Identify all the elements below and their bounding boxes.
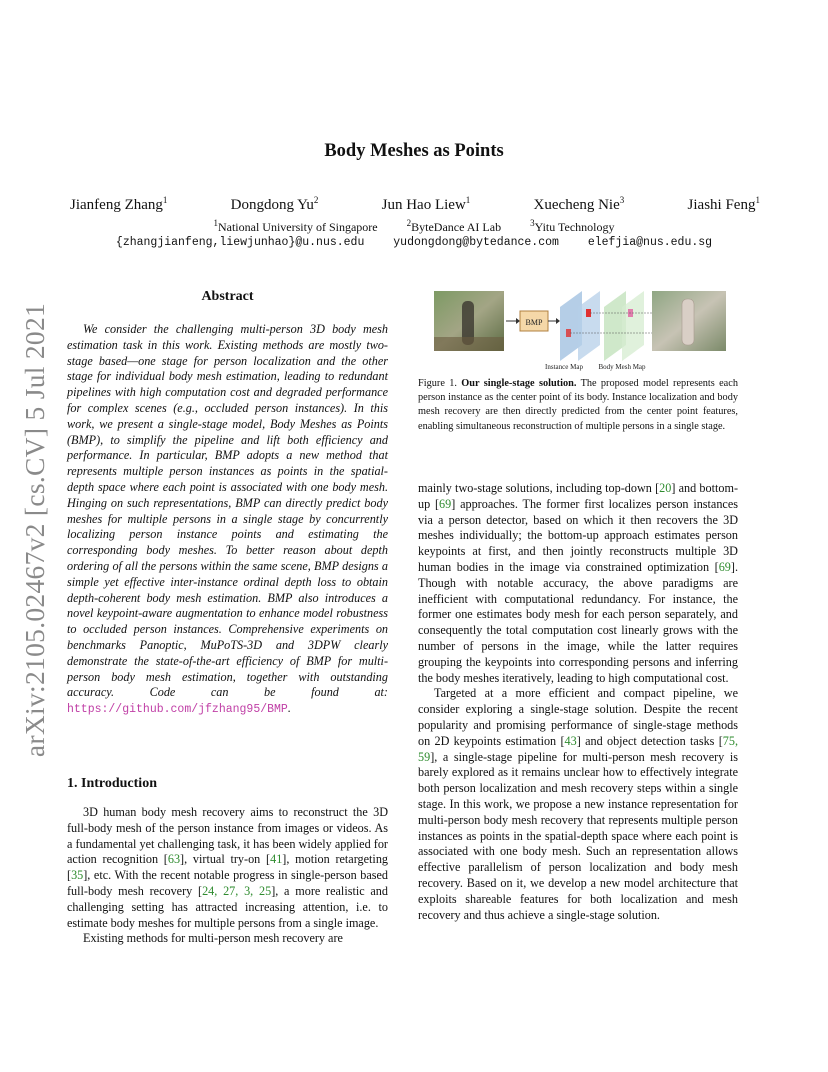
email-list bbox=[0, 236, 828, 249]
citation-link[interactable]: 20 bbox=[659, 481, 672, 495]
abstract-body: We consider the challenging multi-person 3D body mesh estimation task in this work. Existing methods are mostly two-stage based—one stage for person localization and the other stage for individual body mesh estimation, leading to redundant pipelines with high computation cost and degraded performance for complex scenes (e.g., occluded person instances). In this work, we present a single-stage model, Body Meshes as Points (BMP), to simplify the pipeline and lift both efficiency and performance. In particular, BMP adopts a new method that represents multiple person instances as points in the spatial-depth space where each point is associated with one body mesh. Hinging on such representations, BMP can directly predict body meshes for multiple persons in a single stage by concurrently localizing person instance points and estimating the corresponding body meshes. To better reason about depth ordering of all the persons within the same scene, BMP designs a simple yet effective inter-instance ordinal depth loss to obtain depth-coherent body mesh estimation. BMP also introduces a novel keypoint-aware augmentation to enhance model robustness to occluded person instances. Comprehensive experiments on benchmarks Panoptic, MuPoTS-3D and 3DPW clearly demonstrate the state-of-the-art efficiency of BMP for multi-person body mesh estimation, together with outstanding accuracy. Code can be found at: https://github.com/jfzhang95/BMP. bbox=[67, 322, 388, 717]
introduction-body bbox=[67, 805, 388, 947]
citation-link[interactable]: 43 bbox=[564, 733, 577, 748]
author: Jun Hao Liew$^1$ bbox=[381, 195, 471, 213]
paragraph: mainly two-stage solutions, including top-down [20] and bottom-up [69] approaches. The former first localizes person instances via a person detector, based on which it then recovers the 3D meshes individually; the bottom-up approach estimates person keypoints at first, and then jointly reconstructs multiple 3D human bodies in the image via constrained optimization [69]. Though with notable accuracy, the above paradigms are inefficient with computational redundancy. For instance, the former one estimates body mesh for each person separately, and consequently the total computation cost linearly grows with the number of persons in the image, while the latter requires grouping the keypoints into corresponding persons and inferring the body meshes iteratively, leading to high computational cost. bbox=[418, 481, 739, 685]
paragraph: Targeted at a more efficient and compact pipeline, we consider exploring a single-stage solution. Despite the recent popularity and promising performance of single-stage methods on 2D keypoints estimation [43] and object detection tasks [75, 59], a single-stage pipeline for multi-person mesh recovery is barely explored as it remains unclear how to effectively integrate both person localization and mesh recovery steps within a single stage. In this work, we propose a new instance representation for multi-person body mesh recovery that represents multiple person instances as points in the spatial-depth space where each point is associated with one body mesh. Such an representation allows effective parallelism of person localization and body mesh recovery. Based on it, we develop a new model architecture that exploits shareable features for both localization and mesh recovery and thus achieve a single-stage solution. bbox=[418, 686, 738, 922]
author: Xuecheng Nie$^3$ bbox=[533, 195, 625, 213]
paper-title: Body Meshes as Points bbox=[324, 141, 504, 161]
citation-link[interactable]: 75, 59 bbox=[418, 733, 738, 764]
affiliation-list bbox=[0, 218, 828, 235]
author-list bbox=[70, 195, 760, 215]
citation-link[interactable]: 69 bbox=[439, 496, 452, 511]
paragraph: Existing methods for multi-person mesh recovery are bbox=[83, 931, 343, 946]
email: elefjia@nus.edu.sg bbox=[587, 236, 713, 249]
section-heading-introduction: 1. Introduction bbox=[67, 776, 157, 791]
svg-text:BMP: BMP bbox=[525, 318, 543, 327]
figure-1-diagram bbox=[432, 289, 728, 371]
author: Jianfeng Zhang$^1$ bbox=[70, 195, 168, 213]
citation-link[interactable]: 35 bbox=[71, 868, 84, 883]
figure-1 bbox=[432, 289, 728, 371]
citation-link[interactable]: 41 bbox=[270, 852, 283, 867]
email: yudongdong@bytedance.com bbox=[393, 236, 559, 249]
arxiv-identifier bbox=[10, 300, 60, 760]
svg-text:Instance Map: Instance Map bbox=[545, 363, 583, 371]
citation-link[interactable]: 24, 27, 3, 25 bbox=[202, 883, 272, 898]
introduction-body-continued bbox=[418, 481, 738, 923]
citation-link[interactable]: 69 bbox=[718, 559, 731, 574]
author: Jiashi Feng$^1$ bbox=[687, 195, 760, 213]
affiliation: $^1$National University of Singapore bbox=[213, 218, 378, 234]
email: {zhangjianfeng,liewjunhao}@u.nus.edu bbox=[115, 236, 365, 249]
code-link[interactable]: https://github.com/jfzhang95/BMP bbox=[67, 703, 288, 717]
arxiv-identifier-text: arXiv:2105.02467v2 [cs.CV] 5 Jul 2021 bbox=[19, 302, 50, 758]
abstract-heading: Abstract bbox=[201, 289, 254, 304]
paragraph: 3D human body mesh recovery aims to reconstruct the 3D full-body mesh of the person instance from images or videos. As a fundamental yet challenging task, it has been widely applied for action recognition [63], virtual try-on [41], motion retargeting [35], etc. With the recent notable progress in single-person based full-body mesh recovery [24, 27, 3, 25], a more realistic and challenging setting has attracted increasing attention, i.e. to estimate body meshes for multiple persons from a single image. bbox=[67, 805, 389, 930]
affiliation: $^2$ByteDance AI Lab bbox=[406, 218, 502, 234]
affiliation: $^3$Yitu Technology bbox=[530, 218, 615, 234]
author: Dongdong Yu$^2$ bbox=[230, 195, 319, 213]
svg-text:Body Mesh Map: Body Mesh Map bbox=[598, 363, 646, 371]
citation-link[interactable]: 63 bbox=[167, 852, 181, 867]
figure-1-caption: Figure 1. Our single-stage solution. The proposed model represents each person instance as the center point of its body. Instance localization and body mesh recovery are then directly predicted from the center point features, enabling simultaneous reconstruction of multiple persons in a single stage. bbox=[418, 378, 738, 432]
